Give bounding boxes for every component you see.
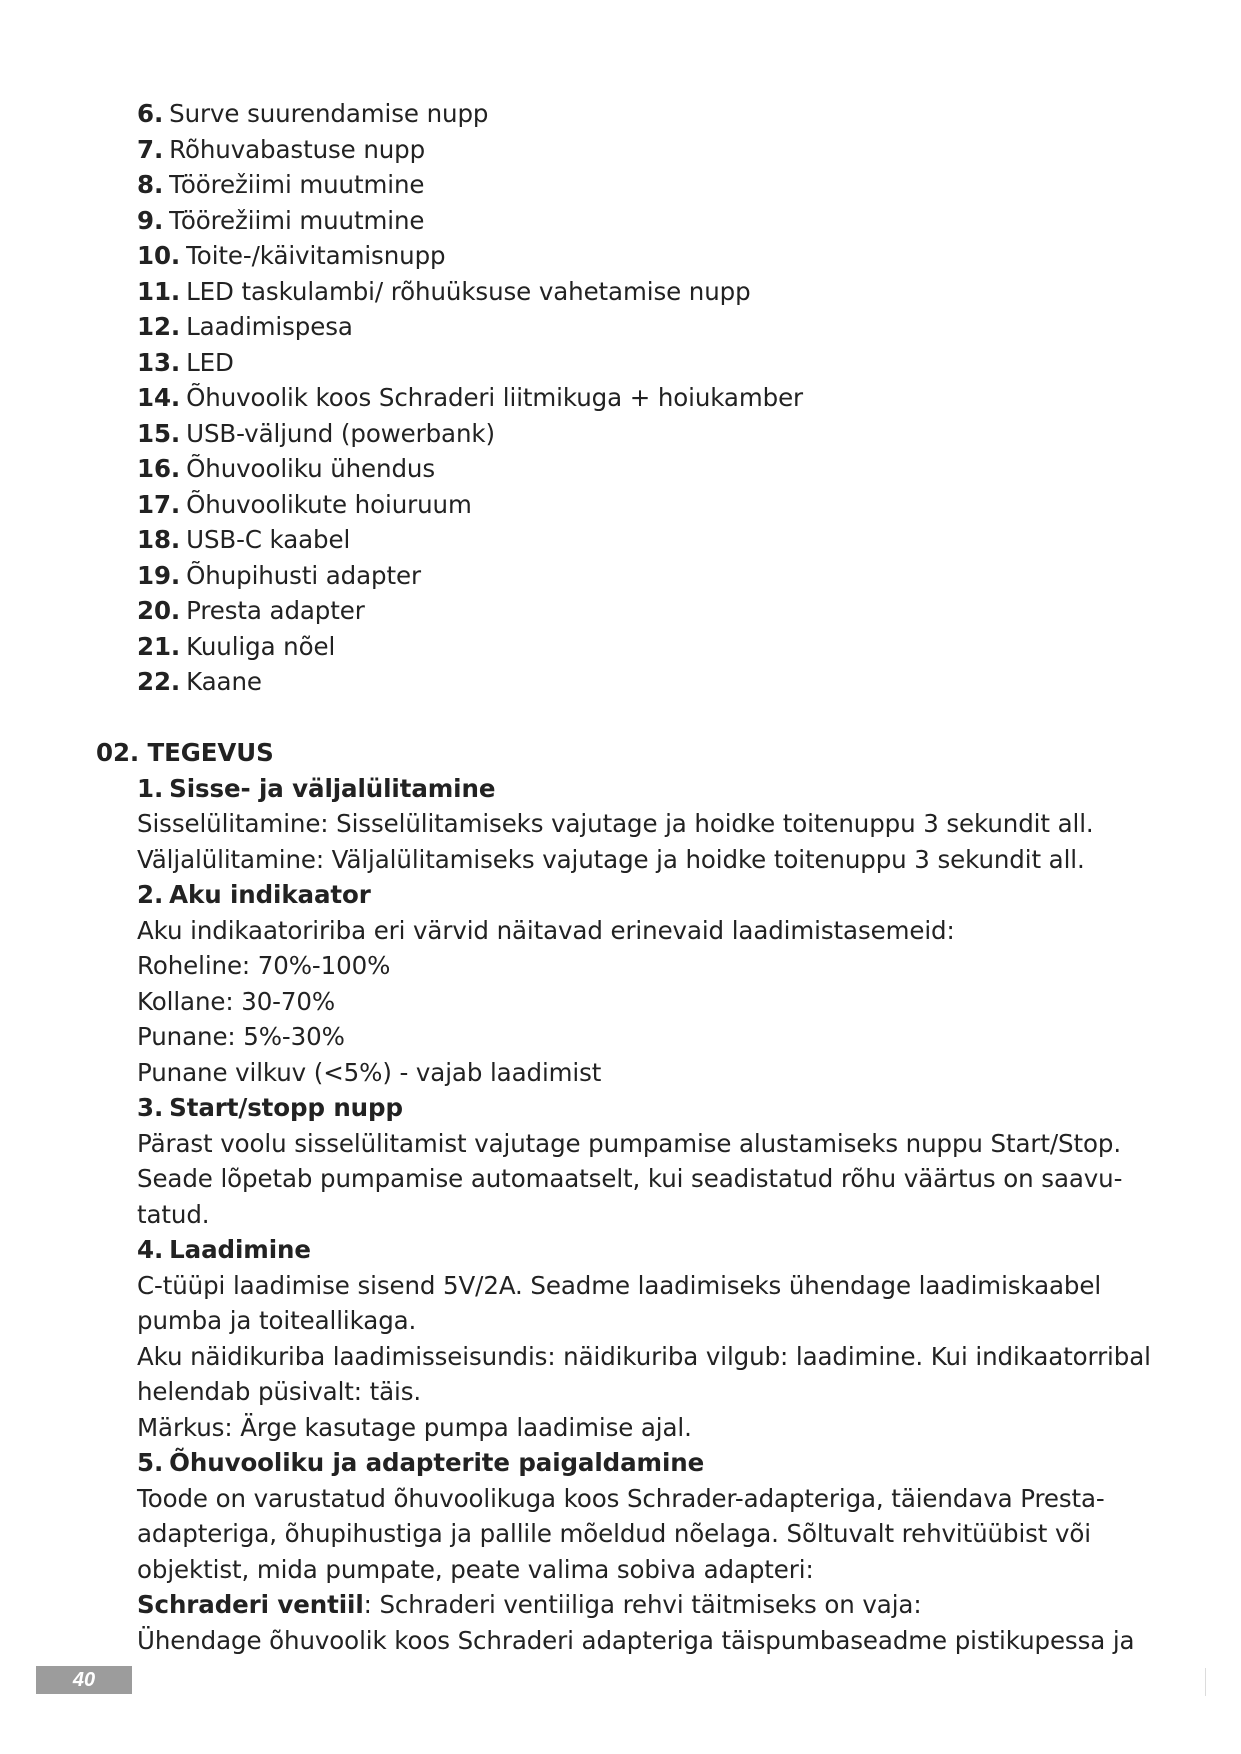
paragraph-line: Märkus: Ärge kasutage pumpa laadimise ajal. [137,1412,692,1442]
schrader-valve-label: Schraderi ventiil [137,1590,364,1619]
subsection-power [0,771,1241,878]
subsection-title: 3. Start/stopp nupp [137,1093,403,1122]
page-number-box [36,1666,132,1694]
paragraph-line: Roheline: 70%-100% [137,951,391,980]
paragraph-line: pumba ja toiteallikaga. [137,1306,417,1335]
paragraph-line: tatud. [137,1199,210,1229]
parts-list [0,96,1241,700]
page-number: 40 [72,1668,96,1691]
list-item: 9. Töörežiimi muutmine [137,205,425,235]
paragraph-line: Toode on varustatud õhuvoolikuga koos Schrader-adapteriga, täiendava Presta- [137,1483,1105,1513]
list-item: 8. Töörežiimi muutmine [137,170,425,199]
subsection-start-stop [0,1090,1241,1232]
paragraph-line: Sisselülitamine: Sisselülitamiseks vajutage ja hoidke toitenuppu 3 sekundit all. [137,809,1094,838]
paragraph-line: helendab püsivalt: täis. [137,1377,422,1406]
list-item: 17. Õhuvoolikute hoiuruum [137,489,472,519]
list-item: 15. USB-väljund (powerbank) [137,418,495,448]
subsection-title: 1. Sisse- ja väljalülitamine [137,773,496,803]
subsection-charging [0,1232,1241,1445]
paragraph-line: Schraderi ventiil: Schraderi ventiiliga rehvi täitmiseks on vaja: [137,1590,922,1619]
list-item: 16. Õhuvooliku ühendus [137,454,435,483]
list-item: 18. USB-C kaabel [137,525,351,554]
list-item: 20. Presta adapter [137,596,365,625]
subsection-title: 4. Laadimine [137,1235,311,1264]
subsection-hose-adapters [0,1445,1241,1658]
paragraph-line: Ühendage õhuvoolik koos Schraderi adapteriga täispumbaseadme pistikupessa ja [137,1625,1135,1655]
list-item: 22. Kaane [137,667,262,696]
paragraph-line: objektist, mida pumpate, peate valima sobiva adapteri: [137,1554,814,1584]
paragraph-line: C-tüüpi laadimise sisend 5V/2A. Seadme laadimiseks ühendage laadimiskaabel [137,1270,1102,1300]
paragraph-line: Kollane: 30-70% [137,986,336,1016]
list-item: 7. Rõhuvabastuse nupp [137,134,426,164]
section-heading: 02. TEGEVUS [96,738,274,767]
paragraph-line: adapteriga, õhupihustiga ja pallile mõeldud nõelaga. Sõltuvalt rehvitüübist või [137,1519,1092,1548]
list-item: 14. Õhuvoolik koos Schraderi liitmikuga + hoiukamber [137,383,804,412]
subsection-battery-indicator [0,877,1241,1090]
page-edge-mark [1205,1668,1206,1696]
page-content [0,96,1241,1658]
subsection-title: 2. Aku indikaator [137,880,371,909]
paragraph-line: Pärast voolu sisselülitamist vajutage pumpamise alustamiseks nuppu Start/Stop. [137,1128,1122,1158]
list-item: 6. Surve suurendamise nupp [137,99,489,128]
paragraph-line: Seade lõpetab pumpamise automaatselt, kui seadistatud rõhu väärtus on saavu- [137,1164,1123,1193]
list-item: 13. LED [137,347,234,377]
list-item: 12. Laadimispesa [137,312,353,341]
list-item: 19. Õhupihusti adapter [137,560,421,590]
list-item: 11. LED taskulambi/ rõhuüksuse vahetamise nupp [137,276,751,306]
paragraph-line: Aku näidikuriba laadimisseisundis: näidikuriba vilgub: laadimine. Kui indikaatorribal [137,1341,1151,1371]
paragraph-line: Aku indikaatoririba eri värvid näitavad erinevaid laadimistasemeid: [137,915,955,945]
paragraph-line: Punane vilkuv (<5%) - vajab laadimist [137,1057,602,1087]
list-item: 10. Toite-/käivitamisnupp [137,241,446,270]
paragraph-line: Punane: 5%-30% [137,1022,345,1051]
paragraph-line: Väljalülitamine: Väljalülitamiseks vajutage ja hoidke toitenuppu 3 sekundit all. [137,844,1085,874]
subsection-title: 5. Õhuvooliku ja adapterite paigaldamine [137,1448,705,1477]
list-item: 21. Kuuliga nõel [137,631,336,661]
